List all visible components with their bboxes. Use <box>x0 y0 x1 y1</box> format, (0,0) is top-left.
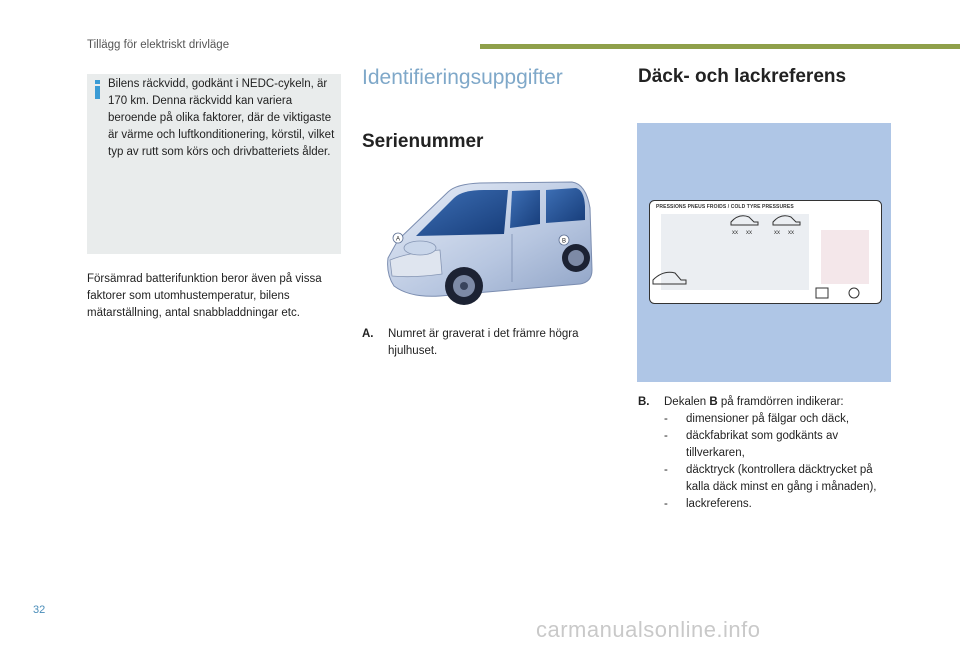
serial-number-title: Serienummer <box>362 131 484 152</box>
list-item: - dimensioner på fälgar och däck, <box>664 413 850 425</box>
caption-a <box>362 326 602 360</box>
identification-title: Identifieringsuppgifter <box>362 66 563 89</box>
page-number: 32 <box>33 604 46 616</box>
tyre-pressure-label <box>649 200 882 304</box>
list-item: - lackreferens. <box>664 498 752 510</box>
caption-a-letter: A. <box>362 328 374 340</box>
battery-paragraph: Försämrad batterifunktion beror även på vissa faktorer som utomhustemperatur, bilens mätarställning, antal snabbladdningar etc. <box>87 273 322 319</box>
info-text: Bilens räckvidd, godkänt i NEDC-cykeln, är 170 km. Denna räckvidd kan variera beroende på olika faktorer, där de viktigaste är värme och luftkonditionering, körstil, vilket typ av rutt som körs och drivbatteriets ålder. <box>108 78 335 158</box>
tyre-label-value-3: xx <box>774 230 780 236</box>
tyre-label-value-2: xx <box>746 230 752 236</box>
caption-a-text: Numret är graverat i det främre högra hjulhuset. <box>388 328 579 357</box>
caption-b-intro: Dekalen B på framdörren indikerar: <box>664 396 844 408</box>
tyre-paint-title: Däck- och lackreferens <box>638 66 847 87</box>
tyre-label-heading: PRESSIONS PNEUS FROIDS / COLD TYRE PRESSURES <box>656 204 794 210</box>
svg-text:B: B <box>561 238 567 245</box>
tyre-label-value-4: xx <box>788 230 794 236</box>
car-illustration <box>380 178 598 318</box>
section-label: Tillägg för elektriskt drivläge <box>87 39 230 51</box>
list-item: - däcktryck (kontrollera däcktrycket på kalla däck minst en gång i månaden), <box>664 464 877 493</box>
info-icon <box>93 80 102 99</box>
watermark: carmanualsonline.info <box>536 617 761 642</box>
section-accent-bar <box>480 44 960 49</box>
caption-b <box>638 394 898 513</box>
caption-b-letter: B. <box>638 396 650 408</box>
caption-b-list <box>638 411 898 513</box>
list-item: - däckfabrikat som godkänts av tillverkaren, <box>664 430 839 459</box>
svg-text:A: A <box>395 236 401 243</box>
tyre-label-value-1: xx <box>732 230 738 236</box>
